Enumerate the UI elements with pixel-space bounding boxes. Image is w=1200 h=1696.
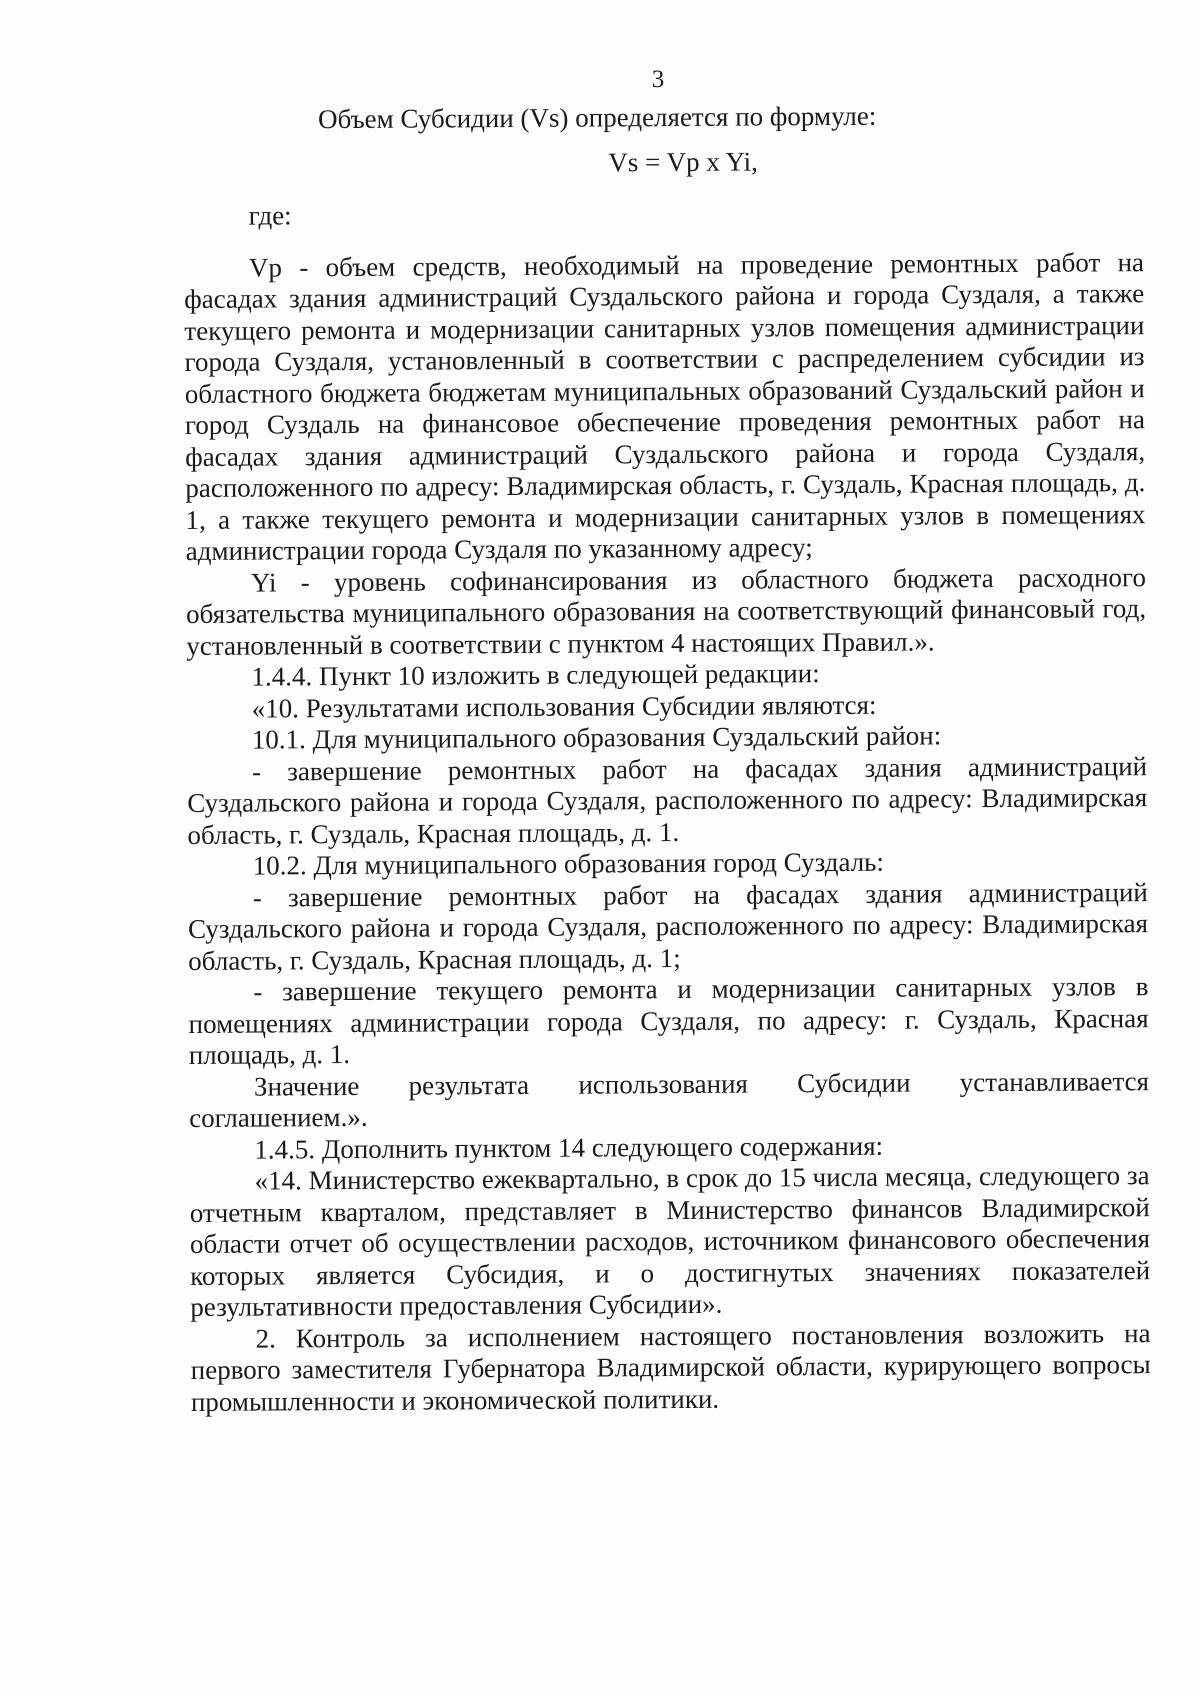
paragraph-10-2-item-2: - завершение текущего ремонта и модернизации санитарных узлов в помещениях администрации города Суздаля, по адресу: г. Суздаль, Красная площадь, д. 1. — [188, 971, 1149, 1070]
paragraph-control: 2. Контроль за исполнением настоящего постановления возложить на первого заместителя Губернатора Владимирской области, курирующего вопросы промышленности и экономической политики. — [190, 1317, 1151, 1417]
paragraph-yi-definition: Yi - уровень софинансирования из областного бюджета расходного обязательства муниципального образования на соответствующий финансовый год, установленный в соответствии с пунктом 4 настоящих Правил.». — [186, 561, 1147, 661]
paragraph-10-2: 10.2. Для муниципального образования город Суздаль: — [252, 846, 885, 881]
paragraph-14: «14. Министерство ежеквартально, в срок до 15 числа месяца, следующего за отчетным кварталом, представляет в Министерство финансов Владимирской области отчет об осуществлении расходов, источником финансового обеспечения которых является Субсидия, и о достигнутых значениях показателей результативности предоставления Субсидии». — [189, 1160, 1151, 1322]
document-body — [183, 99, 1151, 1418]
formula: Vs = Vp x Yi, — [608, 145, 758, 177]
paragraph-result-value: Значение результата использования Субсидии устанавливается соглашением.». — [189, 1065, 1150, 1133]
paragraph-10-1-item: - завершение ремонтных работ на фасадах здания администраций Суздальского района и города Суздаля, расположенного по адресу: Владимирская область, г. Суздаль, Красная площадь, д. 1. — [187, 750, 1148, 850]
paragraph-1-4-5: 1.4.5. Дополнить пунктом 14 следующего содержания: — [254, 1130, 884, 1165]
page-number: 3 — [651, 66, 665, 93]
paragraph-1-4-4: 1.4.4. Пункт 10 изложить в следующей редакции: — [251, 658, 820, 692]
formula-intro: Объем Субсидии (Vs) определяется по формуле: — [317, 100, 877, 135]
where-label: где: — [248, 200, 292, 231]
paragraph-vp-definition: Vp - объем средств, необходимый на проведение ремонтных работ на фасадах здания администраций Суздальского района и города Суздаля, а также текущего ремонта и модернизации санитарных узлов помещения администрации города Суздаля, установленный в соответствии с распределением субсидии из областного бюджета бюджетам муниципальных образований Суздальский район и город Суздаль на финансовое обеспечение проведения ремонтных работ на фасадах здания администраций Суздальского района и города Суздаля, расположенного по адресу: Владимирская область, г. Суздаль, Красная площадь, д. 1, а также текущего ремонта и модернизации санитарных узлов в помещениях администрации города Суздаля по указанному адресу; — [184, 246, 1146, 566]
paragraph-10-1: 10.1. Для муниципального образования Суздальский район: — [251, 720, 942, 755]
paragraph-10-2-item-1: - завершение ремонтных работ на фасадах здания администраций Суздальского района и города Суздаля, расположенного по адресу: Владимирская область, г. Суздаль, Красная площадь, д. 1; — [187, 876, 1149, 976]
paragraph-10-heading: «10. Результатами использования Субсидии являются: — [251, 689, 877, 724]
